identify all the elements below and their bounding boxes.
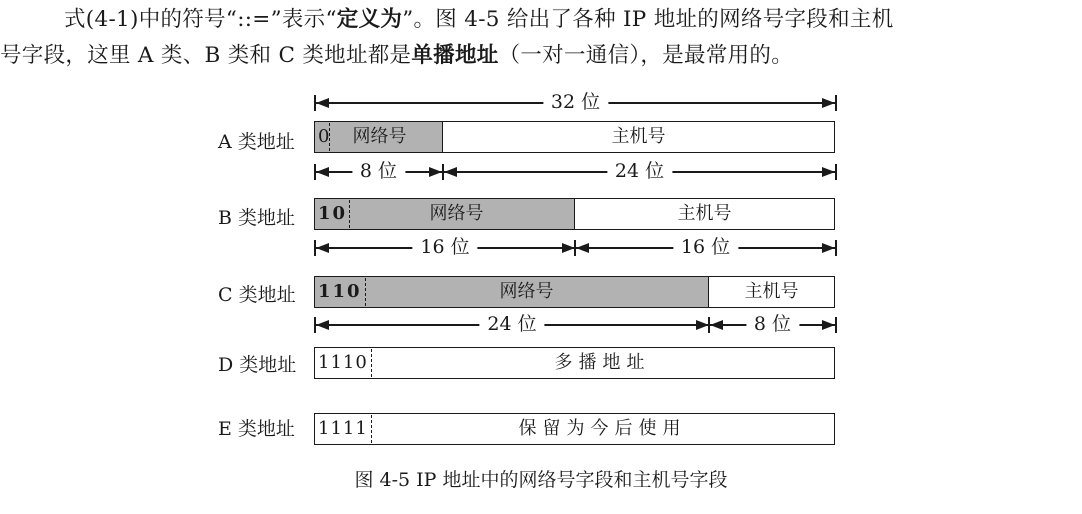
paragraph-text: 式(4-1)中的符号“::=”表示“ [64,7,337,32]
class-d-field-label: 多播地址 [554,352,651,373]
class-b-label: B 类地址 [218,207,296,229]
arrow-right-icon [822,243,835,253]
class-b-host-dimension [574,238,837,258]
class-a-network-field [315,122,443,152]
class-a-host-bits: 24 位 [607,159,672,183]
arrow-right-icon [429,167,442,177]
arrow-left-icon [576,243,589,253]
class-d-field [371,348,834,378]
total-bits-dimension [314,93,837,113]
class-a-host-dimension [442,162,837,182]
class-c-network-bits: 24 位 [479,312,544,336]
paragraph-text: （一对一通信），是最常用的。 [498,43,794,68]
class-d-prefix: 1110 [318,352,368,373]
class-a-label: A 类地址 [218,131,295,153]
class-b-network-bits: 16 位 [412,235,477,259]
class-b-address [314,198,835,230]
paragraph-bold-term: 单播地址 [411,43,499,68]
class-e-address [314,413,835,445]
arrow-right-icon [822,167,835,177]
class-b-network-dimension [314,238,576,258]
class-c-host-dimension [708,315,837,335]
class-b-network-field [315,199,575,229]
class-e-label: E 类地址 [218,418,295,440]
prefix-divider [365,278,366,306]
class-b-prefix: 10 [318,203,348,224]
arrow-left-icon [316,320,329,330]
class-c-network-label: 网络号 [499,281,554,302]
arrow-left-icon [710,320,723,330]
arrow-left-icon [316,243,329,253]
class-e-field [371,414,834,444]
dimension-tick [835,164,837,180]
arrow-right-icon [822,98,835,108]
class-a-address [314,121,835,153]
body-paragraph [0,2,1082,74]
class-a-network-bits: 8 位 [352,159,405,183]
class-e-prefix: 1111 [318,418,368,439]
paragraph-text: 号字段，这里 A 类、B 类和 C 类地址都是 [0,43,412,68]
dimension-tick [835,317,837,333]
class-b-host-label: 主机号 [677,203,732,224]
class-b-host-field [575,199,834,229]
class-c-prefix: 110 [318,281,362,302]
class-d-label: D 类地址 [218,354,297,376]
class-c-network-field [315,277,709,307]
paragraph-line-2 [0,38,1082,74]
class-c-address [314,276,835,308]
class-a-host-label: 主机号 [611,126,666,147]
class-c-network-dimension [314,315,710,335]
paragraph-line-1 [0,2,1082,38]
class-e-field-label: 保留为今后使用 [518,418,687,439]
arrow-left-icon [444,167,457,177]
arrow-right-icon [822,320,835,330]
prefix-divider [329,123,330,151]
class-b-host-bits: 16 位 [673,235,738,259]
dimension-tick [835,95,837,111]
paragraph-bold-term: 定义为 [336,7,403,32]
prefix-divider [349,200,350,228]
dimension-tick [835,240,837,256]
total-bits-label: 32 位 [543,90,608,114]
class-a-network-label: 网络号 [352,126,407,147]
class-a-network-dimension [314,162,443,182]
class-a-host-field [443,122,834,152]
class-c-label: C 类地址 [218,284,296,306]
arrow-left-icon [316,98,329,108]
class-d-address [314,347,835,379]
paragraph-text: ”。图 4-5 给出了各种 IP 地址的网络号字段和主机 [402,7,894,32]
figure-caption: 图 4-5 IP 地址中的网络号字段和主机号字段 [354,469,728,491]
class-c-host-label: 主机号 [744,281,799,302]
arrow-left-icon [316,167,329,177]
class-c-host-bits: 8 位 [746,312,799,336]
class-a-prefix: 0 [318,126,331,147]
class-c-host-field [709,277,834,307]
class-b-network-label: 网络号 [429,203,484,224]
